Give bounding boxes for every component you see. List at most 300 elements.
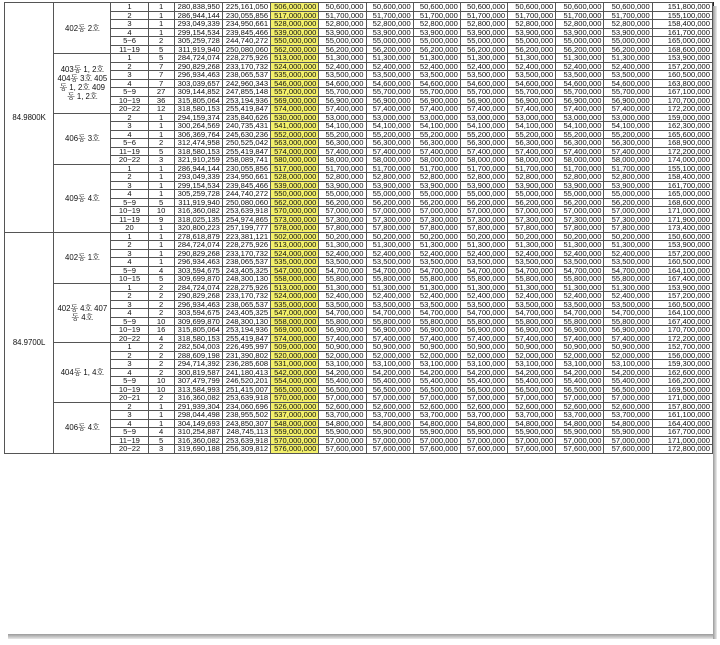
land-price-cell: 316,360,082 — [174, 207, 222, 216]
installment-1-cell: 57,800,000 — [366, 224, 413, 233]
total-price-cell: 554,000,000 — [271, 377, 319, 386]
building-price-cell: 245,630,236 — [222, 130, 270, 139]
installment-3-cell: 56,200,000 — [460, 45, 507, 54]
installment-2-cell: 53,000,000 — [413, 113, 460, 122]
installment-5-cell: 55,900,000 — [556, 428, 604, 437]
floor-cell: 20~22 — [111, 105, 148, 114]
floor-cell: 11~19 — [111, 147, 148, 156]
installment-6-cell: 51,700,000 — [604, 11, 652, 20]
installment-2-cell: 55,900,000 — [413, 428, 460, 437]
installment-5-cell: 52,800,000 — [556, 173, 604, 182]
balance-cell: 160,500,000 — [652, 71, 712, 80]
installment-4-cell: 57,000,000 — [508, 394, 556, 403]
installment-1-cell: 53,100,000 — [366, 360, 413, 369]
floor-cell: 20~22 — [111, 445, 148, 454]
table-row — [5, 105, 713, 114]
installment-2-cell: 52,800,000 — [413, 20, 460, 29]
deposit-cell: 54,100,000 — [319, 122, 366, 131]
installment-3-cell: 52,000,000 — [460, 351, 507, 360]
floor-cell: 10~19 — [111, 385, 148, 394]
installment-1-cell: 56,300,000 — [366, 139, 413, 148]
count-cell: 4 — [148, 334, 174, 343]
installment-4-cell: 57,300,000 — [508, 215, 556, 224]
total-price-cell: 552,000,000 — [271, 130, 319, 139]
land-price-cell: 305,259,728 — [174, 190, 222, 199]
balance-cell: 165,600,000 — [652, 130, 712, 139]
balance-cell: 153,900,000 — [652, 241, 712, 250]
deposit-cell: 52,400,000 — [319, 292, 366, 301]
installment-5-cell: 50,200,000 — [556, 232, 604, 241]
floor-cell: 2 — [111, 173, 148, 182]
count-cell: 2 — [148, 300, 174, 309]
deposit-cell: 53,700,000 — [319, 411, 366, 420]
total-price-cell: 513,000,000 — [271, 241, 319, 250]
balance-cell: 172,200,000 — [652, 334, 712, 343]
installment-3-cell: 56,900,000 — [460, 96, 507, 105]
total-price-cell: 580,000,000 — [271, 156, 319, 165]
table-row — [5, 130, 713, 139]
total-price-cell: 563,000,000 — [271, 139, 319, 148]
installment-5-cell: 53,100,000 — [556, 360, 604, 369]
building-price-cell: 234,060,696 — [222, 402, 270, 411]
count-cell: 2 — [148, 37, 174, 46]
installment-4-cell: 50,200,000 — [508, 232, 556, 241]
installment-3-cell: 53,000,000 — [460, 113, 507, 122]
count-cell: 12 — [148, 105, 174, 114]
count-cell: 9 — [148, 215, 174, 224]
installment-3-cell: 50,900,000 — [460, 343, 507, 352]
balance-cell: 159,000,000 — [652, 113, 712, 122]
installment-1-cell: 53,500,000 — [366, 300, 413, 309]
installment-3-cell: 55,800,000 — [460, 275, 507, 284]
total-price-cell: 539,000,000 — [271, 28, 319, 37]
installment-2-cell: 52,600,000 — [413, 402, 460, 411]
total-price-cell: 541,000,000 — [271, 122, 319, 131]
land-price-cell: 315,805,064 — [174, 96, 222, 105]
installment-6-cell: 56,900,000 — [604, 96, 652, 105]
balance-cell: 152,700,000 — [652, 343, 712, 352]
land-price-cell: 284,724,074 — [174, 54, 222, 63]
balance-cell: 172,200,000 — [652, 147, 712, 156]
floor-cell: 5~9 — [111, 266, 148, 275]
installment-1-cell: 51,700,000 — [366, 11, 413, 20]
land-price-cell: 319,690,188 — [174, 445, 222, 454]
floor-cell: 20~21 — [111, 394, 148, 403]
deposit-cell: 53,500,000 — [319, 258, 366, 267]
balance-cell: 164,100,000 — [652, 266, 712, 275]
building-price-cell: 230,055,856 — [222, 164, 270, 173]
installment-5-cell: 54,100,000 — [556, 122, 604, 131]
land-price-cell: 293,049,339 — [174, 20, 222, 29]
land-price-cell: 309,699,870 — [174, 317, 222, 326]
floor-cell: 1 — [111, 54, 148, 63]
table-row — [5, 147, 713, 156]
installment-4-cell: 56,200,000 — [508, 45, 556, 54]
installment-3-cell: 50,600,000 — [460, 3, 507, 12]
deposit-cell: 54,700,000 — [319, 309, 366, 318]
table-row — [5, 266, 713, 275]
installment-3-cell: 56,200,000 — [460, 198, 507, 207]
installment-2-cell: 56,200,000 — [413, 45, 460, 54]
table-row — [5, 249, 713, 258]
floor-cell: 3 — [111, 71, 148, 80]
installment-4-cell: 57,000,000 — [508, 436, 556, 445]
installment-3-cell: 57,800,000 — [460, 224, 507, 233]
balance-cell: 161,100,000 — [652, 411, 712, 420]
land-price-cell: 299,154,534 — [174, 28, 222, 37]
installment-2-cell: 53,900,000 — [413, 28, 460, 37]
land-price-cell: 316,360,082 — [174, 436, 222, 445]
floor-cell: 3 — [111, 300, 148, 309]
installment-5-cell: 51,700,000 — [556, 164, 604, 173]
floor-cell: 2 — [111, 241, 148, 250]
installment-6-cell: 54,200,000 — [604, 368, 652, 377]
installment-4-cell: 55,000,000 — [508, 37, 556, 46]
land-price-cell: 300,264,569 — [174, 122, 222, 131]
installment-2-cell: 54,200,000 — [413, 368, 460, 377]
count-cell: 2 — [148, 283, 174, 292]
installment-5-cell: 57,000,000 — [556, 436, 604, 445]
installment-1-cell: 58,000,000 — [366, 156, 413, 165]
installment-4-cell: 58,000,000 — [508, 156, 556, 165]
balance-cell: 159,300,000 — [652, 360, 712, 369]
balance-cell: 158,400,000 — [652, 20, 712, 29]
deposit-cell: 51,300,000 — [319, 283, 366, 292]
price-table — [4, 2, 713, 454]
installment-3-cell: 53,900,000 — [460, 181, 507, 190]
floor-cell: 4 — [111, 190, 148, 199]
installment-5-cell: 53,000,000 — [556, 113, 604, 122]
balance-cell: 157,200,000 — [652, 292, 712, 301]
deposit-cell: 56,200,000 — [319, 45, 366, 54]
installment-5-cell: 56,500,000 — [556, 385, 604, 394]
count-cell: 1 — [148, 11, 174, 20]
installment-6-cell: 55,200,000 — [604, 130, 652, 139]
table-row — [5, 360, 713, 369]
floor-cell: 1 — [111, 283, 148, 292]
installment-2-cell: 51,700,000 — [413, 11, 460, 20]
building-group-cell: 409동 4호 — [54, 164, 111, 232]
floor-cell: 3 — [111, 181, 148, 190]
installment-6-cell: 53,700,000 — [604, 411, 652, 420]
installment-4-cell: 51,300,000 — [508, 54, 556, 63]
installment-2-cell: 54,800,000 — [413, 419, 460, 428]
installment-3-cell: 54,800,000 — [460, 419, 507, 428]
table-row — [5, 28, 713, 37]
count-cell: 1 — [148, 130, 174, 139]
installment-1-cell: 55,200,000 — [366, 130, 413, 139]
land-price-cell: 310,254,887 — [174, 428, 222, 437]
installment-6-cell: 57,400,000 — [604, 334, 652, 343]
installment-2-cell: 53,700,000 — [413, 411, 460, 420]
installment-1-cell: 53,500,000 — [366, 71, 413, 80]
total-price-cell: 528,000,000 — [271, 20, 319, 29]
floor-cell: 3 — [111, 249, 148, 258]
deposit-cell: 52,800,000 — [319, 173, 366, 182]
building-price-cell: 253,194,936 — [222, 326, 270, 335]
installment-1-cell: 55,400,000 — [366, 377, 413, 386]
floor-cell: 5~9 — [111, 428, 148, 437]
total-price-cell: 535,000,000 — [271, 71, 319, 80]
table-row — [5, 428, 713, 437]
installment-6-cell: 51,300,000 — [604, 283, 652, 292]
total-price-cell: 574,000,000 — [271, 105, 319, 114]
floor-cell: 2 — [111, 351, 148, 360]
land-price-cell: 321,910,259 — [174, 156, 222, 165]
deposit-cell: 50,900,000 — [319, 343, 366, 352]
installment-3-cell: 51,700,000 — [460, 11, 507, 20]
installment-3-cell: 54,700,000 — [460, 309, 507, 318]
table-row — [5, 96, 713, 105]
total-price-cell: 524,000,000 — [271, 249, 319, 258]
building-group-cell: 402동 2호 — [54, 3, 111, 54]
installment-4-cell: 55,800,000 — [508, 317, 556, 326]
floor-cell: 5~9 — [111, 377, 148, 386]
count-cell: 5 — [148, 54, 174, 63]
installment-5-cell: 57,300,000 — [556, 215, 604, 224]
installment-2-cell: 57,600,000 — [413, 445, 460, 454]
installment-4-cell: 53,900,000 — [508, 28, 556, 37]
count-cell: 2 — [148, 139, 174, 148]
land-price-cell: 320,800,223 — [174, 224, 222, 233]
balance-cell: 157,200,000 — [652, 62, 712, 71]
installment-5-cell: 56,200,000 — [556, 198, 604, 207]
installment-6-cell: 55,400,000 — [604, 377, 652, 386]
installment-2-cell: 53,900,000 — [413, 181, 460, 190]
installment-4-cell: 50,900,000 — [508, 343, 556, 352]
floor-cell: 4 — [111, 28, 148, 37]
installment-1-cell: 56,500,000 — [366, 385, 413, 394]
land-price-cell: 293,049,339 — [174, 173, 222, 182]
deposit-cell: 52,000,000 — [319, 351, 366, 360]
count-cell: 2 — [148, 394, 174, 403]
installment-5-cell: 55,000,000 — [556, 190, 604, 199]
count-cell: 7 — [148, 71, 174, 80]
count-cell: 3 — [148, 156, 174, 165]
installment-4-cell: 52,000,000 — [508, 351, 556, 360]
count-cell: 5 — [148, 45, 174, 54]
installment-1-cell: 52,800,000 — [366, 173, 413, 182]
deposit-cell: 56,900,000 — [319, 326, 366, 335]
installment-1-cell: 57,600,000 — [366, 445, 413, 454]
floor-cell: 5~6 — [111, 37, 148, 46]
installment-1-cell: 53,500,000 — [366, 258, 413, 267]
building-price-cell: 243,850,307 — [222, 419, 270, 428]
installment-2-cell: 56,300,000 — [413, 139, 460, 148]
table-row — [5, 351, 713, 360]
installment-5-cell: 57,400,000 — [556, 147, 604, 156]
building-price-cell: 239,845,466 — [222, 181, 270, 190]
installment-1-cell: 57,000,000 — [366, 436, 413, 445]
building-price-cell: 248,745,113 — [222, 428, 270, 437]
balance-cell: 155,100,000 — [652, 164, 712, 173]
balance-cell: 171,900,000 — [652, 215, 712, 224]
building-price-cell: 230,055,856 — [222, 11, 270, 20]
total-price-cell: 531,000,000 — [271, 360, 319, 369]
installment-6-cell: 52,800,000 — [604, 20, 652, 29]
installment-3-cell: 57,400,000 — [460, 334, 507, 343]
installment-4-cell: 55,900,000 — [508, 428, 556, 437]
deposit-cell: 50,200,000 — [319, 232, 366, 241]
installment-6-cell: 52,600,000 — [604, 402, 652, 411]
building-price-cell: 238,065,537 — [222, 258, 270, 267]
table-row — [5, 334, 713, 343]
land-price-cell: 318,580,153 — [174, 147, 222, 156]
installment-1-cell: 52,400,000 — [366, 62, 413, 71]
floor-cell: 20~22 — [111, 156, 148, 165]
installment-4-cell: 53,500,000 — [508, 258, 556, 267]
installment-6-cell: 57,000,000 — [604, 207, 652, 216]
table-row — [5, 368, 713, 377]
building-group-cell: 403동 1, 2호 404동 3호 405동 1, 2호 409동 1, 2호 — [54, 54, 111, 114]
installment-3-cell: 51,300,000 — [460, 241, 507, 250]
installment-6-cell: 50,200,000 — [604, 232, 652, 241]
count-cell: 1 — [148, 190, 174, 199]
table-row — [5, 62, 713, 71]
installment-6-cell: 58,000,000 — [604, 156, 652, 165]
installment-6-cell: 53,900,000 — [604, 28, 652, 37]
installment-3-cell: 57,400,000 — [460, 147, 507, 156]
installment-5-cell: 57,000,000 — [556, 207, 604, 216]
total-price-cell: 520,000,000 — [271, 351, 319, 360]
installment-5-cell: 52,400,000 — [556, 292, 604, 301]
land-price-cell: 303,594,675 — [174, 266, 222, 275]
installment-1-cell: 55,800,000 — [366, 275, 413, 284]
installment-2-cell: 52,000,000 — [413, 351, 460, 360]
installment-3-cell: 50,200,000 — [460, 232, 507, 241]
installment-2-cell: 52,400,000 — [413, 249, 460, 258]
installment-5-cell: 55,700,000 — [556, 88, 604, 97]
installment-2-cell: 57,400,000 — [413, 147, 460, 156]
land-price-cell: 318,025,135 — [174, 215, 222, 224]
installment-4-cell: 55,200,000 — [508, 130, 556, 139]
installment-6-cell: 50,900,000 — [604, 343, 652, 352]
balance-cell: 172,800,000 — [652, 445, 712, 454]
balance-cell: 168,900,000 — [652, 139, 712, 148]
land-price-cell: 312,474,958 — [174, 139, 222, 148]
total-price-cell: 506,000,000 — [271, 3, 319, 12]
land-price-cell: 280,838,950 — [174, 3, 222, 12]
table-row — [5, 402, 713, 411]
total-price-cell: 513,000,000 — [271, 283, 319, 292]
installment-2-cell: 54,700,000 — [413, 266, 460, 275]
building-price-cell: 239,845,466 — [222, 28, 270, 37]
installment-6-cell: 53,100,000 — [604, 360, 652, 369]
installment-3-cell: 53,900,000 — [460, 28, 507, 37]
total-price-cell: 546,000,000 — [271, 79, 319, 88]
building-price-cell: 247,855,148 — [222, 88, 270, 97]
installment-3-cell: 51,700,000 — [460, 164, 507, 173]
installment-4-cell: 53,500,000 — [508, 71, 556, 80]
count-cell: 7 — [148, 62, 174, 71]
building-group-cell: 404동 1, 4호 — [54, 343, 111, 403]
installment-1-cell: 57,400,000 — [366, 334, 413, 343]
installment-2-cell: 54,700,000 — [413, 309, 460, 318]
building-price-cell: 250,080,060 — [222, 45, 270, 54]
total-price-cell: 562,000,000 — [271, 198, 319, 207]
deposit-cell: 57,400,000 — [319, 105, 366, 114]
table-row — [5, 88, 713, 97]
installment-2-cell: 51,700,000 — [413, 164, 460, 173]
installment-3-cell: 54,200,000 — [460, 368, 507, 377]
installment-2-cell: 55,700,000 — [413, 88, 460, 97]
deposit-cell: 58,000,000 — [319, 156, 366, 165]
installment-3-cell: 51,300,000 — [460, 283, 507, 292]
installment-5-cell: 51,300,000 — [556, 54, 604, 63]
count-cell: 2 — [148, 351, 174, 360]
floor-cell: 3 — [111, 411, 148, 420]
deposit-cell: 54,200,000 — [319, 368, 366, 377]
installment-1-cell: 54,200,000 — [366, 368, 413, 377]
building-price-cell: 238,065,537 — [222, 300, 270, 309]
building-price-cell: 256,309,812 — [222, 445, 270, 454]
building-price-cell: 253,194,936 — [222, 96, 270, 105]
land-price-cell: 315,805,064 — [174, 326, 222, 335]
installment-4-cell: 53,100,000 — [508, 360, 556, 369]
installment-6-cell: 57,400,000 — [604, 147, 652, 156]
count-cell: 4 — [148, 266, 174, 275]
land-price-cell: 282,504,003 — [174, 343, 222, 352]
installment-2-cell: 55,000,000 — [413, 190, 460, 199]
count-cell: 36 — [148, 96, 174, 105]
installment-6-cell: 55,900,000 — [604, 428, 652, 437]
installment-4-cell: 55,400,000 — [508, 377, 556, 386]
floor-cell: 3 — [111, 360, 148, 369]
installment-5-cell: 53,900,000 — [556, 28, 604, 37]
table-row — [5, 164, 713, 173]
balance-cell: 171,000,000 — [652, 207, 712, 216]
installment-5-cell: 52,800,000 — [556, 20, 604, 29]
floor-cell: 2 — [111, 292, 148, 301]
balance-cell: 157,800,000 — [652, 402, 712, 411]
land-price-cell: 309,144,852 — [174, 88, 222, 97]
building-price-cell: 223,381,121 — [222, 232, 270, 241]
deposit-cell: 57,000,000 — [319, 436, 366, 445]
installment-4-cell: 54,700,000 — [508, 266, 556, 275]
table-row — [5, 419, 713, 428]
installment-2-cell: 50,200,000 — [413, 232, 460, 241]
floor-cell: 2 — [111, 62, 148, 71]
land-price-cell: 307,479,799 — [174, 377, 222, 386]
installment-1-cell: 56,200,000 — [366, 198, 413, 207]
total-price-cell: 557,000,000 — [271, 88, 319, 97]
floor-cell: 10~15 — [111, 275, 148, 284]
floor-cell: 5~9 — [111, 198, 148, 207]
installment-2-cell: 55,200,000 — [413, 130, 460, 139]
installment-6-cell: 56,200,000 — [604, 45, 652, 54]
balance-cell: 172,200,000 — [652, 105, 712, 114]
installment-3-cell: 55,000,000 — [460, 190, 507, 199]
count-cell: 1 — [148, 411, 174, 420]
table-row — [5, 181, 713, 190]
balance-cell: 166,200,000 — [652, 377, 712, 386]
installment-2-cell: 51,300,000 — [413, 54, 460, 63]
building-price-cell: 250,080,060 — [222, 198, 270, 207]
installment-1-cell: 52,400,000 — [366, 292, 413, 301]
count-cell: 5 — [148, 275, 174, 284]
installment-5-cell: 53,500,000 — [556, 71, 604, 80]
table-row — [5, 377, 713, 386]
installment-2-cell: 55,000,000 — [413, 37, 460, 46]
installment-2-cell: 51,300,000 — [413, 241, 460, 250]
table-row — [5, 198, 713, 207]
floor-cell: 3 — [111, 20, 148, 29]
building-price-cell: 255,419,847 — [222, 334, 270, 343]
deposit-cell: 55,800,000 — [319, 317, 366, 326]
floor-cell: 4 — [111, 309, 148, 318]
installment-1-cell: 56,900,000 — [366, 96, 413, 105]
floor-cell: 11~19 — [111, 436, 148, 445]
